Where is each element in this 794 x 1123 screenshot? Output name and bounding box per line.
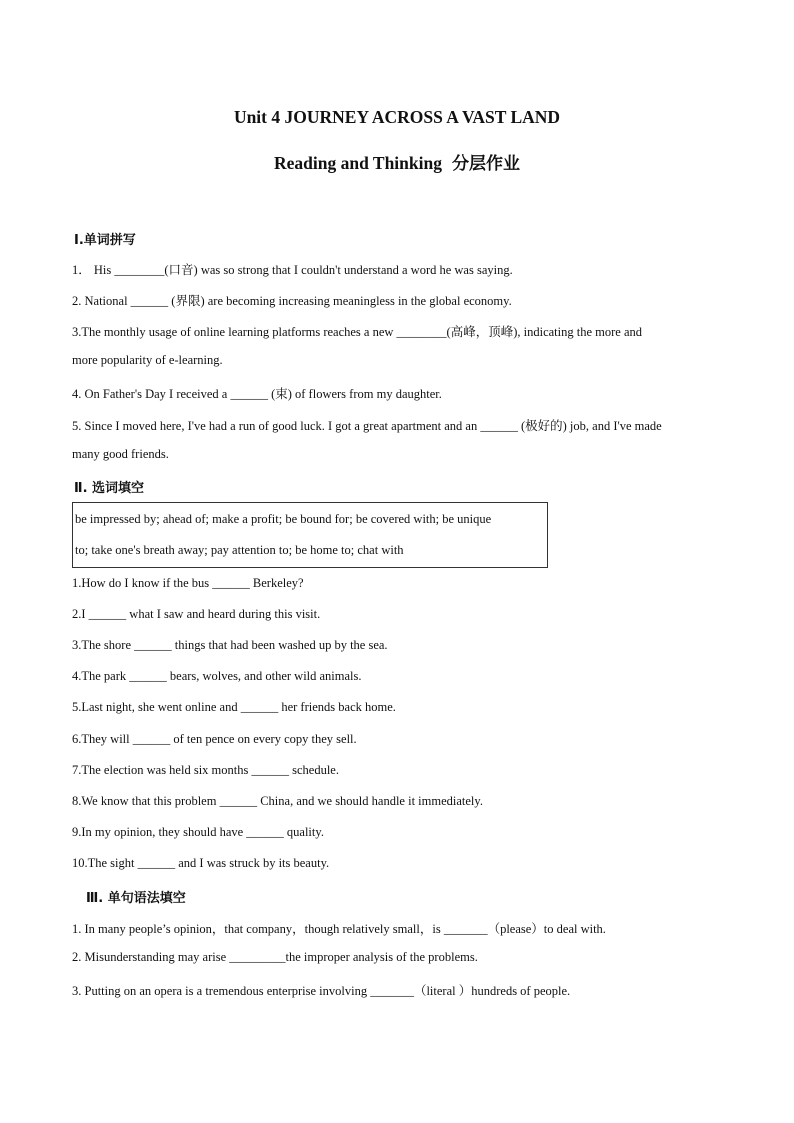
word-bank-box [72,502,548,568]
spelling-item-3: 3.The monthly usage of online learning platforms reaches a new ________(高峰，顶峰), indicating the more and [72,325,642,339]
word-bank-line-1: be impressed by; ahead of; make a profit; be bound for; be covered with; be unique [75,512,492,526]
word-choice-item-1: 1.How do I know if the bus ______ Berkeley? [72,576,304,590]
word-choice-item-4: 4.The park ______ bears, wolves, and other wild animals. [72,669,362,683]
word-choice-item-10: 10.The sight ______ and I was struck by its beauty. [72,856,330,870]
word-bank-line-2: to; take one's breath away; pay attention to; be home to; chat with [75,543,404,557]
section-heading-spelling: Ⅰ.单词拼写 [74,233,136,248]
word-choice-item-7: 7.The election was held six months ______ schedule. [72,763,339,777]
spelling-item-4: 4. On Father's Day I received a ______ (束) of flowers from my daughter. [72,387,442,401]
section-heading-word-choice: Ⅱ. 选词填空 [74,481,145,496]
spelling-item-2: 2. National ______ (界限) are becoming increasing meaningless in the global economy. [72,294,512,308]
word-choice-item-2: 2.I ______ what I saw and heard during this visit. [72,607,321,621]
spelling-item-5-cont: many good friends. [72,447,169,461]
page-title: Unit 4 JOURNEY ACROSS A VAST LAND [233,107,561,127]
word-choice-item-6: 6.They will ______ of ten pence on every copy they sell. [72,732,357,746]
page-subtitle [0,149,794,174]
section-heading-grammar: Ⅲ. 单句语法填空 [86,891,186,906]
word-choice-item-5: 5.Last night, she went online and ______ her friends back home. [72,700,396,714]
subtitle-english: Reading and Thinking [274,153,442,173]
word-choice-item-8: 8.We know that this problem ______ China, and we should handle it immediately. [72,794,483,808]
word-choice-item-9: 9.In my opinion, they should have ______ quality. [72,825,324,839]
subtitle-chinese: 分层作业 [451,154,520,174]
word-choice-item-3: 3.The shore ______ things that had been washed up by the sea. [72,638,388,652]
grammar-item-1: 1. In many people’s opinion，that company，though relatively small，is _______（please）to deal with. [72,922,606,936]
spelling-item-1: 1． His ________(口音) was so strong that I couldn't understand a word he was saying. [72,263,513,277]
spelling-item-3-cont: more popularity of e-learning. [72,353,223,367]
spelling-item-5: 5. Since I moved here, I've had a run of good luck. I got a great apartment and an ______ (极好的) job, and I've made [72,419,662,433]
grammar-item-3: 3. Putting on an opera is a tremendous enterprise involving _______（literal ）hundreds of people. [72,984,571,998]
grammar-item-2: 2. Misunderstanding may arise _________the improper analysis of the problems. [72,950,478,964]
